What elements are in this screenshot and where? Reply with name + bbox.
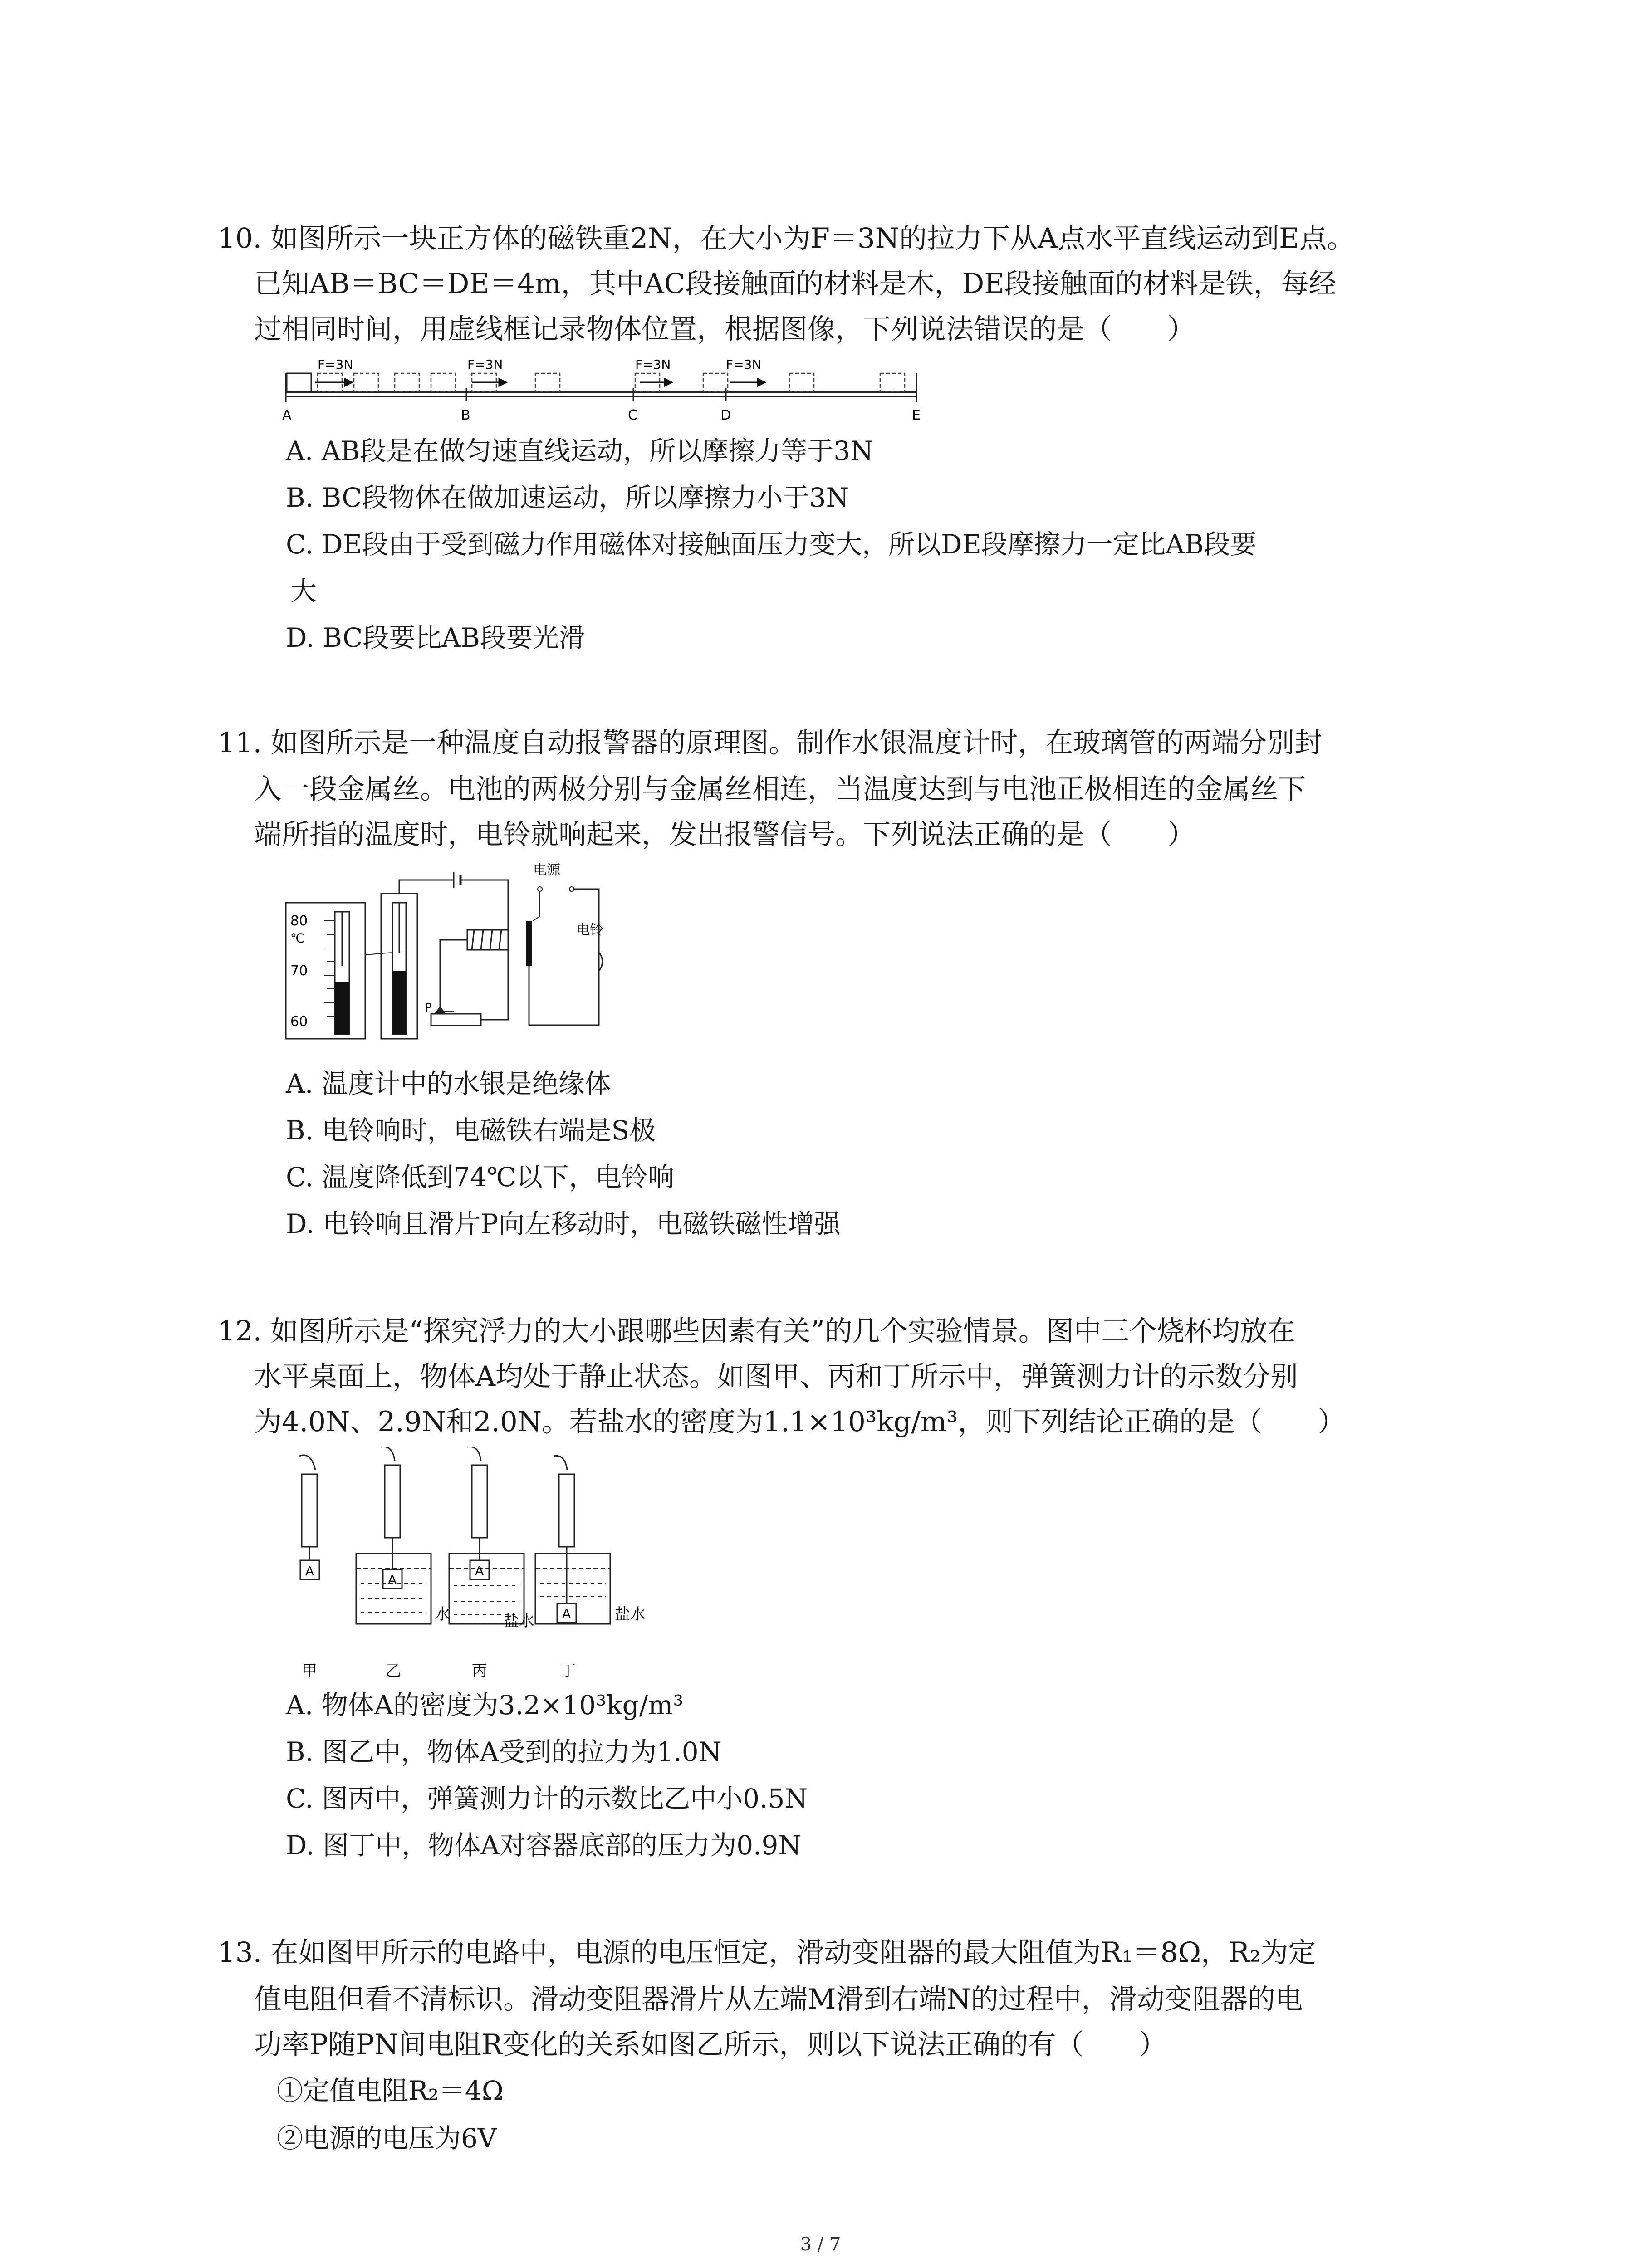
q11-option-d: D. 电铃响且滑片P向左移动时，电磁铁磁性增强 [286,1208,841,1239]
q10-point-C: C [628,407,637,423]
q10-force-label-4: F=3N [726,357,762,372]
q12-label-bing: 丙 [472,1662,487,1680]
q11-stem-line-2: 入一段金属丝。电池的两极分别与金属丝相连，当温度达到与电池正极相连的金属丝下 [254,773,1306,805]
q11-scale-60: 60 [290,1014,308,1030]
q12-stem-line-2: 水平桌面上，物体A均处于静止状态。如图甲、丙和丁所示中，弹簧测力计的示数分别 [254,1360,1298,1393]
q10-force-label-1: F=3N [318,357,353,372]
q12-option-b: B. 图乙中，物体A受到的拉力为1.0N [286,1736,722,1767]
q10-point-B: B [461,407,470,423]
q11-slider-label: P [425,1001,432,1015]
q12-liquid-ding: 盐水 [615,1605,646,1623]
q12-block-bing: A [475,1563,484,1578]
q13-stem-line-2: 值电阻但看不清标识。滑动变阻器滑片从左端M滑到右端N的过程中，滑动变阻器的电 [254,1983,1303,2015]
q11-scale-unit: ℃ [290,931,305,946]
q12-buoyancy-figure [281,1447,671,1683]
page-number: 3 / 7 [800,2234,841,2255]
q10-stem-line-2: 已知AB＝BC＝DE＝4m，其中AC段接触面的材料是木，DE段接触面的材料是铁，每经 [254,268,1337,300]
q11-option-a: A. 温度计中的水银是绝缘体 [286,1068,611,1099]
q13-stem-line-1: 13. 在如图甲所示的电路中，电源的电压恒定，滑动变阻器的最大阻值为R₁＝8Ω，R₂为定 [218,1936,1316,1969]
q10-option-a: A. AB段是在做匀速直线运动，所以摩擦力等于3N [286,435,873,466]
q11-option-b: B. 电铃响时，电磁铁右端是S极 [286,1115,656,1146]
q11-alarm-circuit-figure [281,862,644,1052]
q10-option-c: C. DE段由于受到磁力作用磁体对接触面压力变大，所以DE段摩擦力一定比AB段要 [286,529,1257,560]
q12-block-yi: A [388,1572,397,1587]
q10-point-A: A [282,407,292,423]
q11-option-c: C. 温度降低到74℃以下，电铃响 [286,1162,674,1193]
q12-label-ding: 丁 [560,1662,576,1680]
q12-option-a: A. 物体A的密度为3.2×10³kg/m³ [286,1690,684,1721]
q10-option-c-cont: 大 [290,576,317,606]
q12-option-c: C. 图丙中，弹簧测力计的示数比乙中小0.5N [286,1783,808,1814]
q10-stem-line-1: 10. 如图所示一块正方体的磁铁重2N，在大小为F＝3N的拉力下从A点水平直线运动到E点。 [218,222,1355,254]
q10-force-label-3: F=3N [635,357,671,372]
q10-motion-figure [281,352,926,426]
q12-option-d: D. 图丁中，物体A对容器底部的压力为0.9N [286,1830,802,1861]
q11-stem-line-3: 端所指的温度时，电铃就响起来，发出报警信号。下列说法正确的是（ ） [254,818,1195,850]
q12-block-ding: A [562,1606,571,1621]
q13-statement-1: ①定值电阻R₂＝4Ω [277,2075,504,2106]
q10-option-b: B. BC段物体在做加速运动，所以摩擦力小于3N [286,482,849,513]
q13-statement-2: ②电源的电压为6V [277,2123,497,2154]
q10-force-label-2: F=3N [467,357,503,372]
q13-stem-line-3: 功率P随PN间电阻R变化的关系如图乙所示，则以下说法正确的有（ ） [254,2028,1167,2061]
q11-scale-80: 80 [290,913,308,929]
q12-block-jia: A [305,1564,314,1579]
q10-point-E: E [912,407,921,423]
q12-label-yi: 乙 [386,1662,401,1680]
q11-bell-label: 电铃 [576,922,603,938]
q12-liquid-bing: 盐水 [504,1612,534,1630]
q10-stem-line-3: 过相同时间，用虚线框记录物体位置，根据图像，下列说法错误的是（ ） [254,313,1195,345]
q12-label-jia: 甲 [302,1662,317,1680]
q11-stem-line-1: 11. 如图所示是一种温度自动报警器的原理图。制作水银温度计时，在玻璃管的两端分别封 [218,727,1323,759]
q12-liquid-yi: 水 [435,1605,450,1623]
q10-point-D: D [720,407,731,423]
q12-stem-line-3: 为4.0N、2.9N和2.0N。若盐水的密度为1.1×10³kg/m³，则下列结论正确的是（ ） [254,1406,1346,1438]
q12-stem-line-1: 12. 如图所示是“探究浮力的大小跟哪些因素有关”的几个实验情景。图中三个烧杯均放在 [218,1315,1295,1347]
q10-option-d: D. BC段要比AB段要光滑 [286,622,585,653]
q11-power-label: 电源 [533,862,560,878]
q11-scale-70: 70 [290,963,308,979]
